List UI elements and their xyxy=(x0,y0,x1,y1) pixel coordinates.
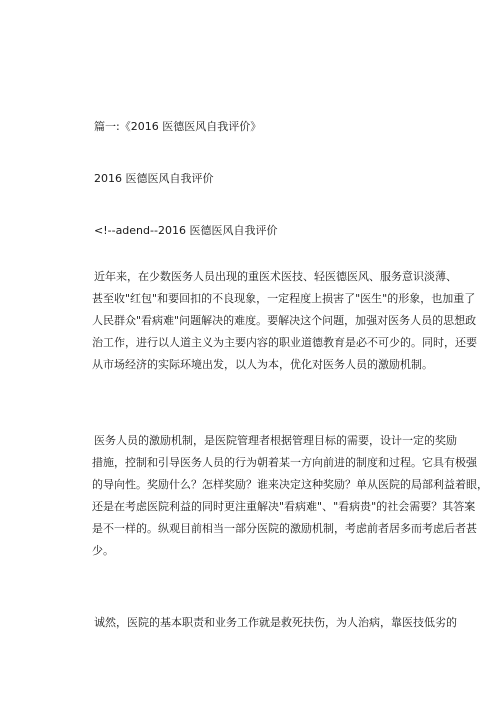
paragraph-line: 近年来，在少数医务人员出现的重医术医技、轻医德医风、服务意识淡薄、 xyxy=(94,270,457,283)
paragraph-line: 的导向性。奖励什么？怎样奖励？谁来决定这种奖励？单从医院的局部利益着眼， xyxy=(92,478,488,491)
paragraph-line: 措施，控制和引导医务人员的行为朝着某一方向前进的制度和过程。它具有极强 xyxy=(92,456,477,469)
paragraph-line: 还是在考虑医院利益的同时更注重解决"看病难"、"看病贵"的社会需要？其答案 xyxy=(92,500,476,513)
header-line-adend: <!--adend--2016 医德医风自我评价 xyxy=(94,224,278,237)
paragraph-line: 医务人员的激励机制，是医院管理者根据管理目标的需要，设计一定的奖励 xyxy=(94,434,457,447)
paragraph-3 xyxy=(94,612,457,634)
paragraph-line: 甚至收"红包"和要回扣的不良现象，一定程度上损害了"医生"的形象，也加重了 xyxy=(92,292,476,305)
paragraph-line: 治工作，进行以人道主义为主要内容的职业道德教育是必不可少的。同时，还要 xyxy=(92,336,477,349)
paragraph-line: 少。 xyxy=(92,544,114,557)
header-line-subtitle: 2016 医德医风自我评价 xyxy=(94,172,214,185)
paragraph-2 xyxy=(92,430,488,562)
paragraph-line: 人民群众"看病难"问题解决的难度。要解决这个问题，加强对医务人员的思想政 xyxy=(92,314,477,327)
paragraph-line: 诚然，医院的基本职责和业务工作就是救死扶伤，为人治病，靠医技低劣的 xyxy=(94,616,457,629)
paragraph-1 xyxy=(92,266,477,376)
paragraph-line: 从市场经济的实际环境出发，以人为本，优化对医务人员的激励机制。 xyxy=(92,358,433,371)
header-line-title: 篇一:《2016 医德医风自我评价》 xyxy=(94,120,262,133)
paragraph-line: 是不一样的。纵观目前相当一部分医院的激励机制，考虑前者居多而考虑后者甚 xyxy=(92,522,477,535)
